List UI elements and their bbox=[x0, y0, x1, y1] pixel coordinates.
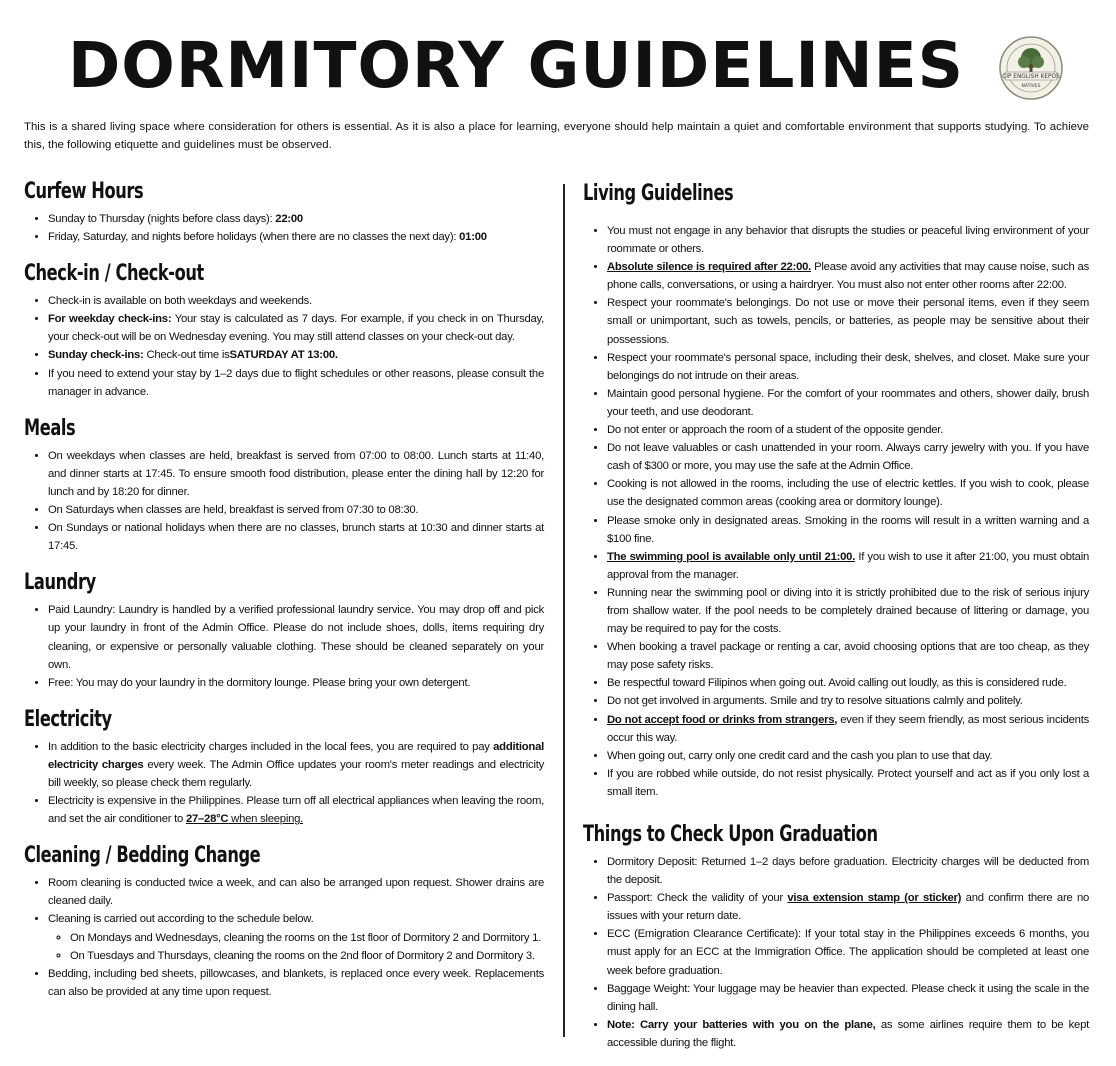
list-item: • Do not accept food or drinks from strangers, even if they seem friendly, as most serious incidents occur this way. bbox=[607, 711, 1089, 747]
curfew-heading: Curfew Hours bbox=[24, 179, 144, 204]
list-item: • Respect your roommate's belongings. Do not use or move their personal items, even if they seem small or unimportant, such as towels, pencils, or batteries, as people may be sensitive about their possessions. bbox=[607, 294, 1089, 348]
list-item: • Baggage Weight: Your luggage may be heavier than expected. Please check it using the scale in the dining hall. bbox=[607, 980, 1089, 1016]
left-column bbox=[24, 178, 544, 1015]
list-item: • When booking a travel package or renting a car, avoid choosing options that are too cheap, as they may pose safety risks. bbox=[607, 638, 1089, 674]
list-item: • Sunday to Thursday (nights before class days): 22:00 bbox=[48, 210, 544, 228]
sub-list-item: ◦ On Mondays and Wednesdays, cleaning the rooms on the 1st floor of Dormitory 2 and Dormitory 1. bbox=[70, 929, 544, 947]
list-item: • You must not engage in any behavior that disrupts the studies or peaceful living environment of your roommate or others. bbox=[607, 222, 1089, 258]
laundry-heading: Laundry bbox=[24, 570, 96, 596]
graduation-section bbox=[583, 821, 1089, 1052]
list-item: • Do not enter or approach the room of a student of the opposite gender. bbox=[607, 421, 1089, 439]
list-item: • Running near the swimming pool or diving into it is strictly prohibited due to the risk of serious injury from shallow water. If the pool needs to be completely drained because of littering or damage, you may be required to pay for the costs. bbox=[607, 584, 1089, 638]
list-item: • Cooking is not allowed in the rooms, including the use of electric kettles. If you wish to cook, please use the designated common areas (cooking area or dormitory lounge). bbox=[607, 475, 1089, 511]
svg-text:NATIVES: NATIVES bbox=[1021, 84, 1041, 89]
list-item: • Maintain good personal hygiene. For the comfort of your roommates and others, shower daily, brush your teeth, and use deodorant. bbox=[607, 385, 1089, 421]
list-item: • Note: Carry your batteries with you on the plane, as some airlines require them to be kept accessible during the flight. bbox=[607, 1016, 1089, 1052]
list-item: • When going out, carry only one credit card and the cash you plan to use that day. bbox=[607, 747, 1089, 765]
list-item: • In addition to the basic electricity charges included in the local fees, you are required to pay additional electricity charges every week. The Admin Office updates your room's meter readings and electricity bill weekly, so please check them regularly. bbox=[48, 738, 544, 792]
electricity-section bbox=[24, 706, 544, 828]
list-item: • On weekdays when classes are held, breakfast is served from 07:00 to 08:00. Lunch starts at 11:40, and dinner starts at 17:45. To ensure smooth food distribution, please enter the dining hall by 12:20 for lunch and by 18:20 for dinner. bbox=[48, 447, 544, 501]
list-item: • Room cleaning is conducted twice a week, and can also be arranged upon request. Shower drains are cleaned daily. bbox=[48, 874, 544, 910]
meals-heading: Meals bbox=[24, 415, 76, 441]
list-item: • If you need to extend your stay by 1–2 days due to flight schedules or other reasons, please consult the manager in advance. bbox=[48, 365, 544, 401]
list-item: • Cleaning is carried out according to the schedule below. ◦ On Mondays and Wednesdays, cleaning the rooms on the 1st floor of Dormitory 2 and Dormitory 1. ◦ On Tuesdays and Thursdays, cleaning the rooms on the 2nd floor of Dormitory 2 and Dormitory 3. bbox=[48, 910, 544, 964]
laundry-section bbox=[24, 569, 544, 691]
list-item: • The swimming pool is available only until 21:00. If you wish to use it after 21:00, you must obtain approval from the manager. bbox=[607, 548, 1089, 584]
svg-text:CIP ENGLISH KEPOS: CIP ENGLISH KEPOS bbox=[1002, 74, 1060, 80]
list-item: • Sunday check-ins: Check-out time isSATURDAY AT 13:00. bbox=[48, 346, 544, 364]
intro-text: This is a shared living space where consideration for others is essential. As it is also a place for learning, everyone should help maintain a quiet and comfortable environment that supports studying. To achieve this, the following etiquette and guidelines must be observed. bbox=[24, 121, 1089, 151]
list-item: • Paid Laundry: Laundry is handled by a verified professional laundry service. You may drop off and pick up your laundry in front of the Admin Office. Please do not include shoes, dolls, items requiring dry cleaning, or expensive or personally valuable clothing. These should be cleaned separately on your own. bbox=[48, 601, 544, 673]
sub-list-item: ◦ On Tuesdays and Thursdays, cleaning the rooms on the 2nd floor of Dormitory 2 and Dormitory 3. bbox=[70, 947, 544, 965]
list-item: • Dormitory Deposit: Returned 1–2 days before graduation. Electricity charges will be deducted from the deposit. bbox=[607, 853, 1089, 889]
list-item: • Electricity is expensive in the Philippines. Please turn off all electrical appliances when leaving the room, and set the air conditioner to 27–28°C when sleeping. bbox=[48, 792, 544, 828]
right-column bbox=[583, 180, 1089, 1066]
cleaning-section bbox=[24, 842, 544, 1001]
living-section bbox=[583, 180, 1089, 801]
list-item: • Bedding, including bed sheets, pillowcases, and blankets, is replaced once every week. Replacements can also be provided at any time upon request. bbox=[48, 965, 544, 1001]
curfew-section bbox=[24, 178, 544, 246]
list-item: • ECC (Emigration Clearance Certificate): If your total stay in the Philippines exceeds 6 months, you must apply for an ECC at the Immigration Office. The application should be completed at least one week before graduation. bbox=[607, 925, 1089, 979]
list-item: • On Saturdays when classes are held, breakfast is served from 07:30 to 08:30. bbox=[48, 501, 544, 519]
column-divider bbox=[563, 184, 565, 1037]
meals-section bbox=[24, 415, 544, 556]
checkin-section bbox=[24, 260, 544, 401]
list-item: • On Sundays or national holidays when there are no classes, brunch starts at 10:30 and dinner starts at 17:45. bbox=[48, 519, 544, 555]
list-item: • Friday, Saturday, and nights before holidays (when there are no classes the next day): 01:00 bbox=[48, 228, 544, 246]
list-item: • Check-in is available on both weekdays and weekends. bbox=[48, 292, 544, 310]
list-item: • Absolute silence is required after 22:00. Please avoid any activities that may cause noise, such as phone calls, conversations, or using a hairdryer. You must also not enter other rooms after 22:00. bbox=[607, 258, 1089, 294]
page-title: DORMITORY GUIDELINES bbox=[67, 29, 964, 102]
list-item: • Free: You may do your laundry in the dormitory lounge. Please bring your own detergent. bbox=[48, 674, 544, 692]
cleaning-heading: Cleaning / Bedding Change bbox=[24, 843, 261, 869]
list-item: • Be respectful toward Filipinos when going out. Avoid calling out loudly, as this is considered rude. bbox=[607, 674, 1089, 692]
list-item: • Please smoke only in designated areas. Smoking in the rooms will result in a written warning and a $100 fine. bbox=[607, 512, 1089, 548]
list-item: • Do not leave valuables or cash unattended in your room. Always carry jewelry with you. If you have cash of $300 or more, you may use the safe at the Admin Office. bbox=[607, 439, 1089, 475]
graduation-heading: Things to Check Upon Graduation bbox=[583, 822, 878, 847]
seal-logo-icon bbox=[999, 36, 1063, 100]
list-item: • Do not get involved in arguments. Smile and try to resolve situations calmly and politely. bbox=[607, 692, 1089, 710]
electricity-heading: Electricity bbox=[24, 706, 112, 732]
list-item: • Respect your roommate's personal space, including their desk, shelves, and closet. Make sure your belongings do not intrude on their areas. bbox=[607, 349, 1089, 385]
checkin-heading: Check-in / Check-out bbox=[24, 261, 204, 287]
list-item: • For weekday check-ins: Your stay is calculated as 7 days. For example, if you check in on Thursday, your check-out will be on Wednesday evening. You may still attend classes on your check-out day. bbox=[48, 310, 544, 346]
living-heading: Living Guidelines bbox=[583, 181, 734, 206]
list-item: • Passport: Check the validity of your visa extension stamp (or sticker) and confirm there are no issues with your return date. bbox=[607, 889, 1089, 925]
list-item: • If you are robbed while outside, do not resist physically. Protect yourself and act as if you only lost a small item. bbox=[607, 765, 1089, 801]
